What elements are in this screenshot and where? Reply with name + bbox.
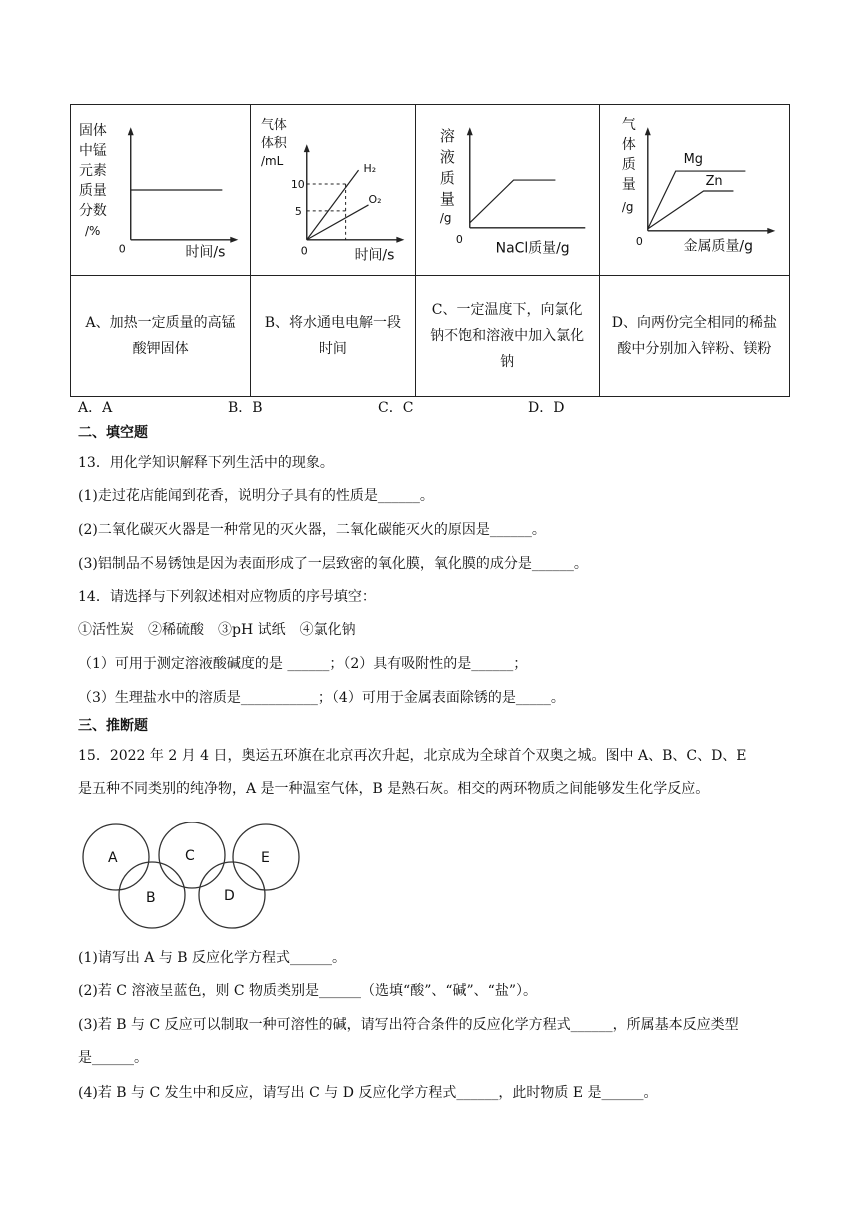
ring-d-label: D xyxy=(224,888,235,904)
q13-stem: 13．用化学知识解释下列生活中的现象。 xyxy=(78,455,334,471)
tick-label: 5 xyxy=(295,204,303,218)
svg-text:体: 体 xyxy=(621,137,636,154)
cell-b-text: B、将水通电电解一段 时间 xyxy=(251,276,415,397)
olympic-rings-diagram xyxy=(76,822,306,930)
svg-text:/mL: /mL xyxy=(261,154,284,169)
svg-text:量: 量 xyxy=(621,177,636,194)
tick-label: 10 xyxy=(291,178,305,192)
svg-text:质: 质 xyxy=(439,169,455,188)
cell-a-text: A、加热一定质量的高锰 酸钾固体 xyxy=(71,276,251,397)
q15-part3: (3)若 B 与 C 反应可以制取一种可溶性的碱，请写出符合条件的反应化学方程式______，所属基本反应类型 xyxy=(78,1017,739,1033)
graph-a-cell xyxy=(71,105,251,276)
h2-label: H₂ xyxy=(363,162,377,176)
graph-d-cell xyxy=(599,105,789,276)
svg-text:量: 量 xyxy=(439,189,455,208)
graph-c-line xyxy=(469,180,555,223)
origin-label: 0 xyxy=(118,242,126,256)
graph-d-xlabel: 金属质量/g xyxy=(683,238,753,255)
zn-label: Zn xyxy=(705,174,723,190)
ring-e-label: E xyxy=(261,850,270,866)
graph-a-xlabel: 时间/s xyxy=(185,244,226,261)
ring-c-label: C xyxy=(185,848,195,864)
option-d[interactable]: D．D xyxy=(528,400,565,416)
option-a[interactable]: A．A xyxy=(78,400,113,416)
graph-b-cell xyxy=(251,105,415,276)
q14-choices: ①活性炭 ②稀硫酸 ③pH 试纸 ④氯化钠 xyxy=(78,622,356,638)
graph-b xyxy=(251,105,414,275)
graph-a xyxy=(71,105,250,275)
ring-a-label: A xyxy=(108,850,118,866)
svg-text:元素: 元素 xyxy=(78,163,107,180)
mg-line xyxy=(648,171,746,229)
graph-c xyxy=(416,105,599,275)
q14-part1: （1）可用于测定溶液酸碱度的是 ______；（2）具有吸附性的是______； xyxy=(78,656,528,672)
graph-b-xlabel: 时间/s xyxy=(354,247,395,264)
o2-label: O₂ xyxy=(368,192,382,206)
zn-line xyxy=(648,191,734,229)
origin-label: 0 xyxy=(301,244,308,258)
graph-c-cell xyxy=(415,105,599,276)
graph-a-ylabel: 固体 xyxy=(78,123,107,140)
svg-text:液: 液 xyxy=(439,148,455,167)
cell-c-text: C、一定温度下，向氯化 钠不饱和溶液中加入氯化 钠 xyxy=(415,276,599,397)
svg-text:中锰: 中锰 xyxy=(78,143,107,160)
o2-line xyxy=(307,205,369,240)
svg-text:体积: 体积 xyxy=(261,136,288,152)
svg-text:/g: /g xyxy=(439,210,452,225)
q14-stem: 14．请选择与下列叙述相对应物质的序号填空： xyxy=(78,589,376,605)
origin-label: 0 xyxy=(455,232,463,246)
svg-text:分数: 分数 xyxy=(78,202,107,219)
option-c[interactable]: C．C xyxy=(378,400,414,416)
origin-label: 0 xyxy=(635,234,643,248)
q14-part2: （3）生理盐水中的溶质是___________；（4）可用于金属表面除锈的是_____。 xyxy=(78,690,565,706)
q15-part4: (4)若 B 与 C 发生中和反应，请写出 C 与 D 反应化学方程式______，此时物质 E 是______。 xyxy=(78,1085,658,1101)
q15-part2: (2)若 C 溶液呈蓝色，则 C 物质类别是______（选填“酸”、“碱”、“盐”）。 xyxy=(78,983,537,999)
graph-d-ylabel: 气 xyxy=(621,117,636,134)
svg-text:/g: /g xyxy=(621,199,634,214)
cell-d-text: D、向两份完全相同的稀盐 酸中分别加入锌粉、镁粉 xyxy=(599,276,789,397)
q13-part1: (1)走过花店能闻到花香，说明分子具有的性质是______。 xyxy=(78,488,434,504)
svg-text:/%: /% xyxy=(84,223,101,238)
graph-b-ylabel: 气体 xyxy=(261,118,288,134)
q15-stem-line2: 是五种不同类别的纯净物，A 是一种温室气体，B 是熟石灰。相交的两环物质之间能够发生化学反应。 xyxy=(78,781,710,797)
ring-b-label: B xyxy=(146,890,156,906)
graph-d xyxy=(600,105,789,275)
q15-stem-line1: 15．2022 年 2 月 4 日，奥运五环旗在北京再次升起，北京成为全球首个双奥之城。图中 A、B、C、D、E xyxy=(78,748,747,764)
svg-text:质: 质 xyxy=(621,157,636,174)
q13-part2: (2)二氧化碳灭火器是一种常见的灭火器，二氧化碳能灭火的原因是______。 xyxy=(78,522,546,538)
q15-part3-cont: 是______。 xyxy=(78,1050,148,1066)
q13-part3: (3)铝制品不易锈蚀是因为表面形成了一层致密的氧化膜，氧化膜的成分是______。 xyxy=(78,556,588,572)
mg-label: Mg xyxy=(683,152,703,168)
section-inference: 三、推断题 xyxy=(78,718,148,734)
graph-c-ylabel: 溶 xyxy=(439,127,455,146)
h2-line xyxy=(307,170,359,240)
svg-text:质量: 质量 xyxy=(78,182,107,199)
q15-part1: (1)请写出 A 与 B 反应化学方程式______。 xyxy=(78,950,347,966)
section-fill-blank: 二、填空题 xyxy=(78,425,148,441)
graph-c-xlabel: NaCl质量/g xyxy=(495,240,570,257)
graph-options-table xyxy=(70,104,790,386)
option-b[interactable]: B．B xyxy=(228,400,263,416)
